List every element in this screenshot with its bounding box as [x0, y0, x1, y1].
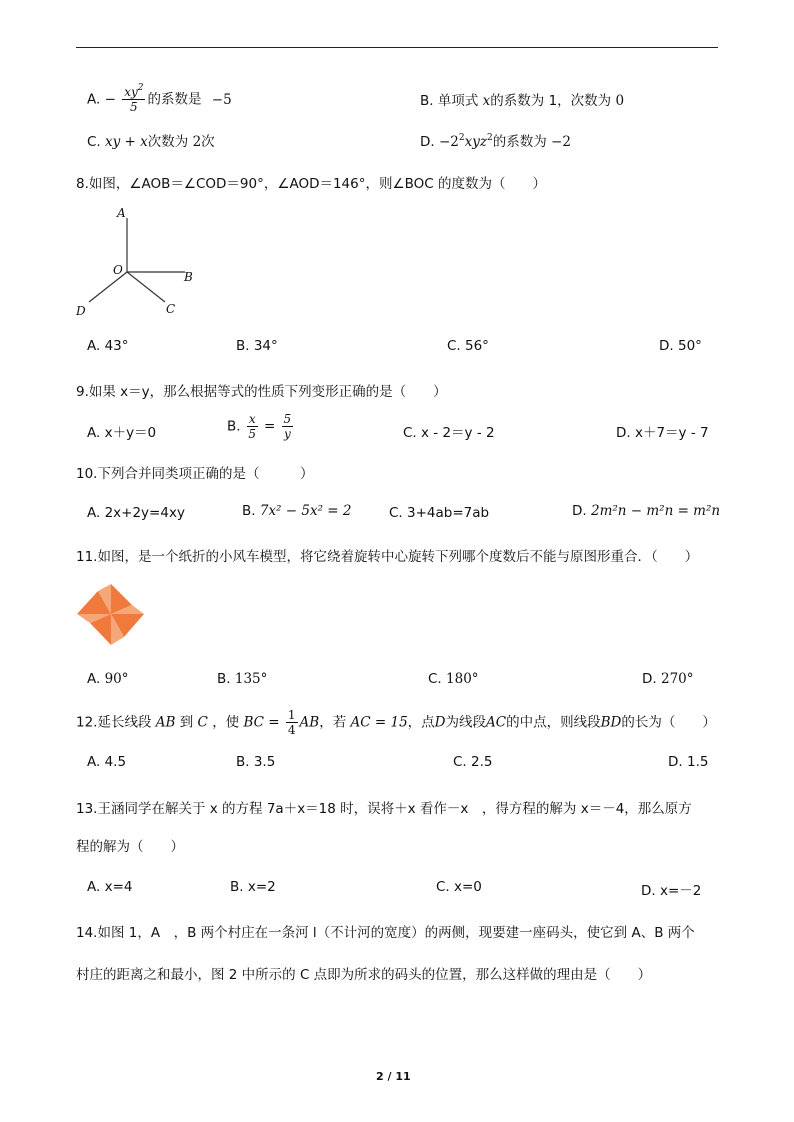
angle-figure — [70, 202, 210, 324]
option-label: A. — [87, 671, 101, 687]
option-text: 次数为 — [147, 134, 189, 150]
option-label: D. — [572, 503, 587, 519]
option-text: 的系数是 — [147, 91, 202, 108]
expression: 7x² − 5x² = 2 — [259, 503, 352, 519]
q12-option-c[interactable]: C. 2.5 — [453, 754, 493, 770]
ray-oc — [127, 272, 165, 302]
pinwheel-figure — [76, 581, 146, 647]
segment-bc: BC — [243, 714, 264, 731]
option-value: 180° — [446, 671, 479, 687]
q13-option-a[interactable]: A. x=4 — [87, 879, 133, 895]
q11-option-a[interactable] — [87, 671, 129, 687]
option-text: 的系数为 1，次数为 — [490, 93, 612, 109]
q7-option-b[interactable] — [420, 89, 624, 109]
fraction-numerator: xy — [124, 85, 138, 99]
fraction-denominator: 5 — [130, 100, 138, 114]
option-label: A. — [87, 91, 101, 108]
question-9-stem: 9.如果 x＝y，那么根据等式的性质下列变形正确的是（ ） — [76, 384, 447, 400]
q11-option-c[interactable] — [428, 671, 479, 687]
q13-option-c[interactable]: C. x=0 — [436, 879, 482, 895]
variable: x — [482, 93, 491, 109]
fraction-denominator: 4 — [287, 723, 296, 737]
option-value: −5 — [211, 91, 232, 108]
label-a: A — [117, 206, 126, 220]
q8-option-b[interactable]: B. 34° — [236, 338, 278, 354]
expression: xyz — [464, 134, 487, 150]
segment-ac: AC — [486, 714, 507, 731]
question-8-stem: 8.如图，∠AOB＝∠COD＝90°，∠AOD＝146°，则∠BOC 的度数为（ ） — [76, 176, 546, 192]
question-11-stem: 11.如图，是一个纸折的小风车模型，将它绕着旋转中心旋转下列哪个度数后不能与原图形重合．（ ） — [76, 549, 699, 565]
option-label: B. — [217, 671, 231, 687]
q9-option-d[interactable]: D. x＋7＝y - 7 — [616, 425, 709, 441]
fraction-denominator: y — [283, 427, 291, 441]
segment-bd: BD — [600, 714, 622, 731]
header-rule — [76, 47, 718, 48]
option-value: 135° — [234, 671, 268, 687]
q9-option-c[interactable]: C. x - 2＝y - 2 — [403, 425, 495, 441]
q7-option-c[interactable] — [87, 130, 215, 150]
expression: 2m²n − m²n = m²n — [590, 503, 721, 519]
exponent: 2 — [486, 133, 493, 143]
fraction-numerator: 5 — [283, 412, 292, 426]
expression: xy + x — [105, 134, 148, 150]
point-c: C — [197, 714, 208, 731]
option-value: 270° — [660, 671, 694, 687]
q11-option-b[interactable] — [217, 671, 267, 687]
point-d: D — [434, 714, 446, 731]
option-value: 90° — [104, 671, 129, 687]
q10-option-c[interactable]: C. 3+4ab=7ab — [389, 505, 490, 521]
exponent: 2 — [137, 83, 144, 93]
equation: AC = 15 — [350, 714, 408, 731]
q13-option-b[interactable]: B. x=2 — [230, 879, 276, 895]
segment-ab: AB — [299, 714, 320, 731]
label-b: B — [184, 270, 193, 284]
label-o: O — [113, 263, 123, 277]
stem-text: ，若 — [319, 714, 347, 731]
fraction — [122, 83, 145, 114]
option-value: 2次 — [192, 134, 215, 150]
fraction-numerator: 1 — [287, 708, 296, 722]
fraction-numerator: x — [248, 412, 256, 426]
q12-option-b[interactable]: B. 3.5 — [236, 754, 276, 770]
q9-option-a[interactable]: A. x＋y＝0 — [87, 425, 157, 441]
option-label: C. — [87, 134, 101, 150]
option-label: B. — [227, 418, 241, 435]
option-text: 的系数为 — [492, 134, 547, 150]
stem-text: 为线段 — [445, 714, 486, 731]
q12-option-a[interactable]: A. 4.5 — [87, 754, 127, 770]
label-c: C — [166, 302, 176, 316]
fraction — [286, 709, 298, 736]
question-13-stem-line2: 程的解为（ ） — [76, 839, 184, 855]
option-label: B. — [242, 503, 256, 519]
stem-text: 12.延长线段 — [76, 714, 152, 731]
minus-sign: − — [104, 91, 116, 108]
q13-option-d[interactable]: D. x=－2 — [641, 883, 702, 899]
stem-text: 到 — [179, 714, 194, 731]
q7-option-a[interactable] — [87, 83, 232, 114]
q11-option-d[interactable] — [642, 671, 694, 687]
option-value: −2 — [551, 134, 571, 150]
q8-option-d[interactable]: D. 50° — [659, 338, 702, 354]
question-10-stem: 10.下列合并同类项正确的是（ ） — [76, 466, 314, 482]
equals-sign: = — [268, 714, 280, 731]
label-d: D — [76, 304, 86, 318]
q10-option-b[interactable] — [242, 503, 351, 519]
equals-sign: = — [263, 418, 276, 435]
q7-option-d[interactable] — [420, 130, 571, 150]
fraction-denominator: 5 — [248, 427, 257, 441]
page-number: 2 / 11 — [376, 1070, 411, 1083]
q9-option-b[interactable] — [227, 413, 295, 440]
option-label: D. — [642, 671, 657, 687]
option-label: D. — [420, 134, 435, 150]
question-14-stem-line2: 村庄的距离之和最小，图 2 中所示的 C 点即为所求的码头的位置，那么这样做的理由是（ ） — [76, 967, 652, 983]
q10-option-a[interactable]: A. 2x+2y=4xy — [87, 505, 185, 521]
question-14-stem-line1: 14.如图 1，A ，B 两个村庄在一条河 l（不计河的宽度）的两侧，现要建一座码头，使它到 A、B 两个 — [76, 925, 695, 941]
stem-text: ，点 — [407, 714, 435, 731]
question-13-stem-line1: 13.王涵同学在解关于 x 的方程 7a＋x＝18 时，误将＋x 看作－x ，得方程的解为 x＝－4，那么原方 — [76, 801, 692, 817]
q12-option-d[interactable]: D. 1.5 — [668, 754, 709, 770]
segment-ab: AB — [155, 714, 176, 731]
exponent: 2 — [458, 133, 465, 143]
stem-text: 的长为（ ） — [621, 714, 716, 731]
q8-option-c[interactable]: C. 56° — [447, 338, 489, 354]
question-12-stem — [76, 709, 716, 736]
q8-option-a[interactable]: A. 43° — [87, 338, 129, 354]
option-label: B. 单项式 — [420, 93, 479, 109]
option-value: 0 — [615, 93, 625, 109]
coefficient: −2 — [438, 134, 459, 150]
fraction — [247, 413, 258, 440]
stem-text: 的中点，则线段 — [506, 714, 601, 731]
fraction — [282, 413, 294, 440]
q10-option-d[interactable] — [572, 503, 720, 519]
option-label: C. — [428, 671, 442, 687]
stem-text: ，使 — [212, 714, 240, 731]
